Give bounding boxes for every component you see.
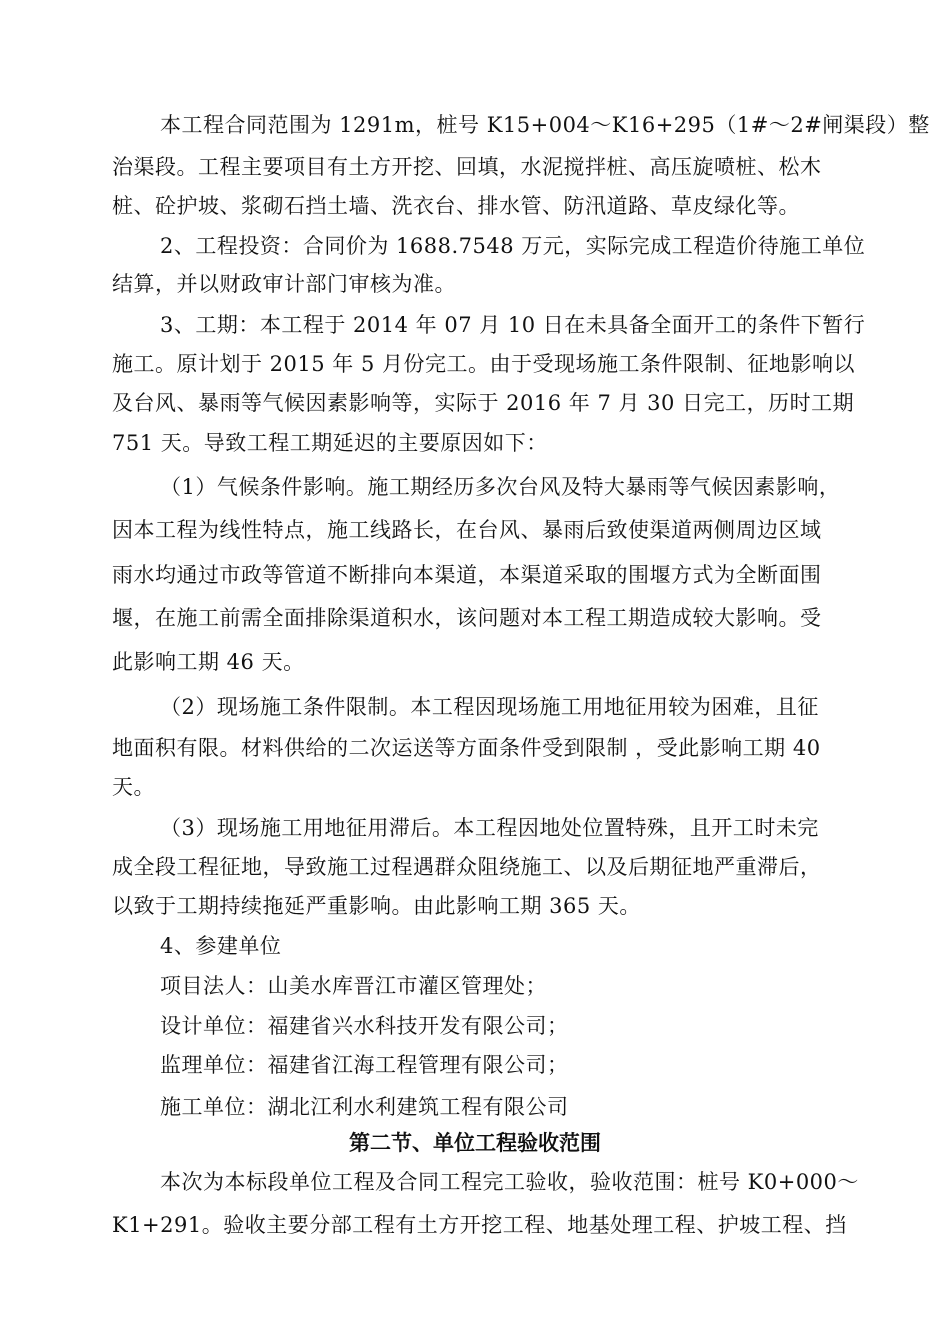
body-line: 因本工程为线性特点，施工线路长，在台风、暴雨后致使渠道两侧周边区域 [112,518,822,542]
body-line: 本工程合同范围为 1291m，桩号 K15+004～K16+295（1#～2#闸渠段）整 [160,113,930,137]
body-line: 雨水均通过市政等管道不断排向本渠道，本渠道采取的围堰方式为全断面围 [112,563,822,587]
body-line: 堰，在施工前需全面排除渠道积水，该问题对本工程工期造成较大影响。受 [112,606,822,630]
section-heading: 第二节、单位工程验收范围 [349,1131,601,1155]
body-line: 施工。原计划于 2015 年 5 月份完工。由于受现场施工条件限制、征地影响以 [112,352,856,376]
body-line: 施工单位：湖北江利水利建筑工程有限公司 [160,1095,569,1119]
body-line: 成全段工程征地，导致施工过程遇群众阻绕施工、以及后期征地严重滞后， [112,855,822,879]
body-line: 设计单位：福建省兴水科技开发有限公司； [160,1014,569,1038]
body-line: 本次为本标段单位工程及合同工程完工验收，验收范围：桩号 K0+000～ [160,1170,859,1194]
body-line: K1+291。验收主要分部工程有土方开挖工程、地基处理工程、护坡工程、挡 [112,1213,847,1237]
body-line: 地面积有限。材料供给的二次运送等方面条件受到限制 ，受此影响工期 40 [112,736,821,760]
body-line: （1）气候条件影响。施工期经历多次台风及特大暴雨等气候因素影响， [160,475,841,499]
body-line: （2）现场施工条件限制。本工程因现场施工用地征用较为困难，且征 [160,695,819,719]
body-line: 4、参建单位 [160,934,282,958]
body-line: 2、工程投资：合同价为 1688.7548 万元，实际完成工程造价待施工单位 [160,234,866,258]
body-line: （3）现场施工用地征用滞后。本工程因地处位置特殊，且开工时未完 [160,816,819,840]
body-line: 天。 [112,775,155,799]
body-line: 项目法人：山美水库晋江市灌区管理处； [160,974,547,998]
body-line: 及台风、暴雨等气候因素影响等，实际于 2016 年 7 月 30 日完工，历时工期 [112,391,855,415]
body-line: 治渠段。工程主要项目有土方开挖、回填，水泥搅拌桩、高压旋喷桩、松木 [112,155,822,179]
body-line: 3、工期：本工程于 2014 年 07 月 10 日在未具备全面开工的条件下暂行 [160,313,866,337]
body-line: 监理单位：福建省江海工程管理有限公司； [160,1053,569,1077]
body-line: 结算，并以财政审计部门审核为准。 [112,272,456,296]
body-line: 此影响工期 46 天。 [112,650,305,674]
body-line: 以致于工期持续拖延严重影响。由此影响工期 365 天。 [112,894,641,918]
body-line: 桩、砼护坡、浆砌石挡土墙、洗衣台、排水管、防汛道路、草皮绿化等。 [112,194,800,218]
body-line: 751 天。导致工程工期延迟的主要原因如下： [112,431,548,455]
